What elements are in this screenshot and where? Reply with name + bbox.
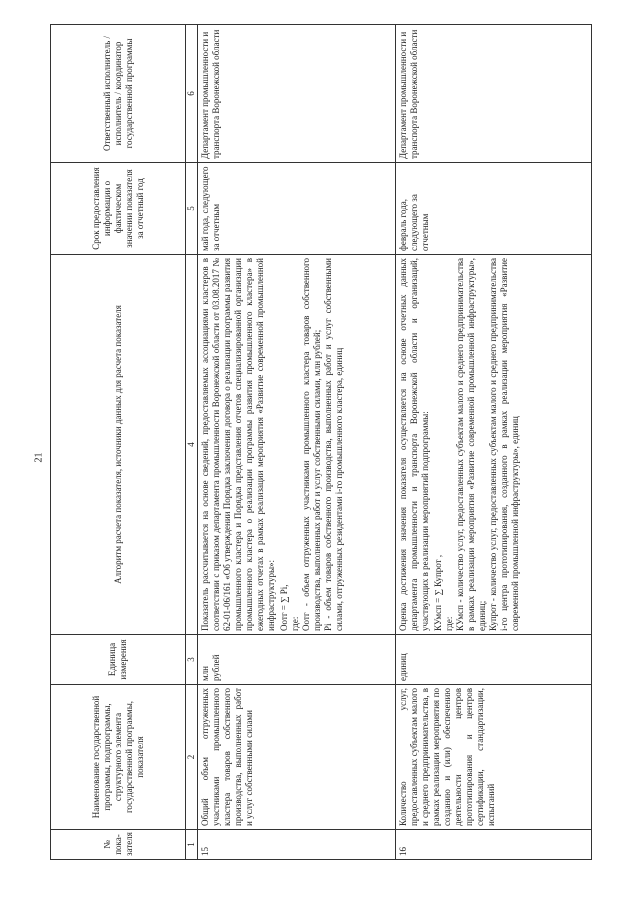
row-number: 16 xyxy=(396,830,592,860)
column-number: 4 xyxy=(186,255,198,635)
definition-text: КУмсп - количество услуг, предоставленных субъектам малого и среднего предпринимательства в рамках реализации мероприятия «Развитие современной промышленной инфраструктуры», единиц; xyxy=(455,258,487,631)
where-label: где: xyxy=(444,616,454,631)
algorithm-cell xyxy=(198,255,396,635)
table-header-row xyxy=(51,25,186,860)
header-algorithm: Алгоритм расчета показателя, источники данных для расчета показателя xyxy=(51,255,186,635)
column-number: 5 xyxy=(186,163,198,255)
algorithm-cell xyxy=(396,255,592,635)
header-term: Срок предоставления информации о фактическом значении показателя за отчетный год xyxy=(51,163,186,255)
definition-text: Оотг - объем отгруженных участниками промышленного кластера товаров собственного производства, выполненных работ и услуг собственными силами, млн рублей; xyxy=(301,258,322,631)
column-number: 2 xyxy=(186,685,198,830)
unit: млн рублей xyxy=(198,635,396,685)
row-number: 15 xyxy=(198,830,396,860)
unit: единиц xyxy=(396,635,592,685)
header-unit: Единица измерения xyxy=(51,635,186,685)
column-number: 3 xyxy=(186,635,198,685)
algorithm-text: Показатель рассчитывается на основе сведений, предоставляемых ассоциациями кластеров в соответствии с приказом департамента промышленности Воронежской области от 03.08.2017 № 62-01-06/161 «Об утверждении Порядка заключения договора о реализации программы развития промышленного кластера и Порядка представления отчетов специализированной организации промышленного кластера о реализации программы развития промышленного кластера» в ежегодных отчетах в рамках реализации мероприятия «Развитие современной промышленной инфраструктуры»: xyxy=(200,258,276,631)
definition-text: Купрот - количество услуг, предоставленных субъектам малого и среднего предпринимательства i-го центра прототипирования, созданного в рамках реализации мероприятия «Развитие современной промышленной инфраструктуры», единиц xyxy=(488,258,520,631)
formula: Оотг = ∑ Pi, xyxy=(279,584,289,631)
indicators-table xyxy=(50,24,592,860)
responsible: Департамент промышленности и транспорта Воронежской области xyxy=(396,25,592,163)
page-number: 21 xyxy=(33,452,45,463)
table-row xyxy=(396,25,592,860)
rotated-page xyxy=(50,25,616,860)
table-row xyxy=(198,25,396,860)
column-number: 1 xyxy=(186,830,198,860)
responsible: Департамент промышленности и транспорта Воронежской области xyxy=(198,25,396,163)
report-term: май года, следующего за отчетным xyxy=(198,163,396,255)
report-term: февраль года, следующего за отчетным xyxy=(396,163,592,255)
header-indicator-name: Наименование государственной программы, подпрограммы, структурного элемента государственной программы, показателя xyxy=(51,685,186,830)
formula: КУмсп = ∑ Купрот , xyxy=(433,554,443,631)
indicator-name: Количество услуг, предоставленных субъектам малого и среднего предпринимательства, в рамках реализации мероприятия по созданию и (или) обеспечению деятельности центров прототипирования и центров сертификации, стандартизации, испытаний xyxy=(396,685,592,830)
header-number: № показателя xyxy=(51,830,186,860)
column-number: 6 xyxy=(186,25,198,163)
column-number-row xyxy=(186,25,198,860)
where-label: где: xyxy=(290,616,300,631)
indicator-name: Общий объем отгруженных участниками промышленного кластера товаров собственного производства, выполненных работ и услуг собственными силами xyxy=(198,685,396,830)
header-responsible: Ответственный исполнитель / исполнитель / координатор государственной программы xyxy=(51,25,186,163)
algorithm-text: Оценка достижения значения показателя осуществляется на основе отчетных данных департамента промышленности и транспорта Воронежской области и организаций, участвующих в реализации мероприятий подпрограммы: xyxy=(398,258,430,631)
definition-text: Pi - объем товаров собственного производства, выполненных работ и услуг собственными силами, отгруженных резидентами i-го промышленного кластера, единиц xyxy=(323,258,344,631)
